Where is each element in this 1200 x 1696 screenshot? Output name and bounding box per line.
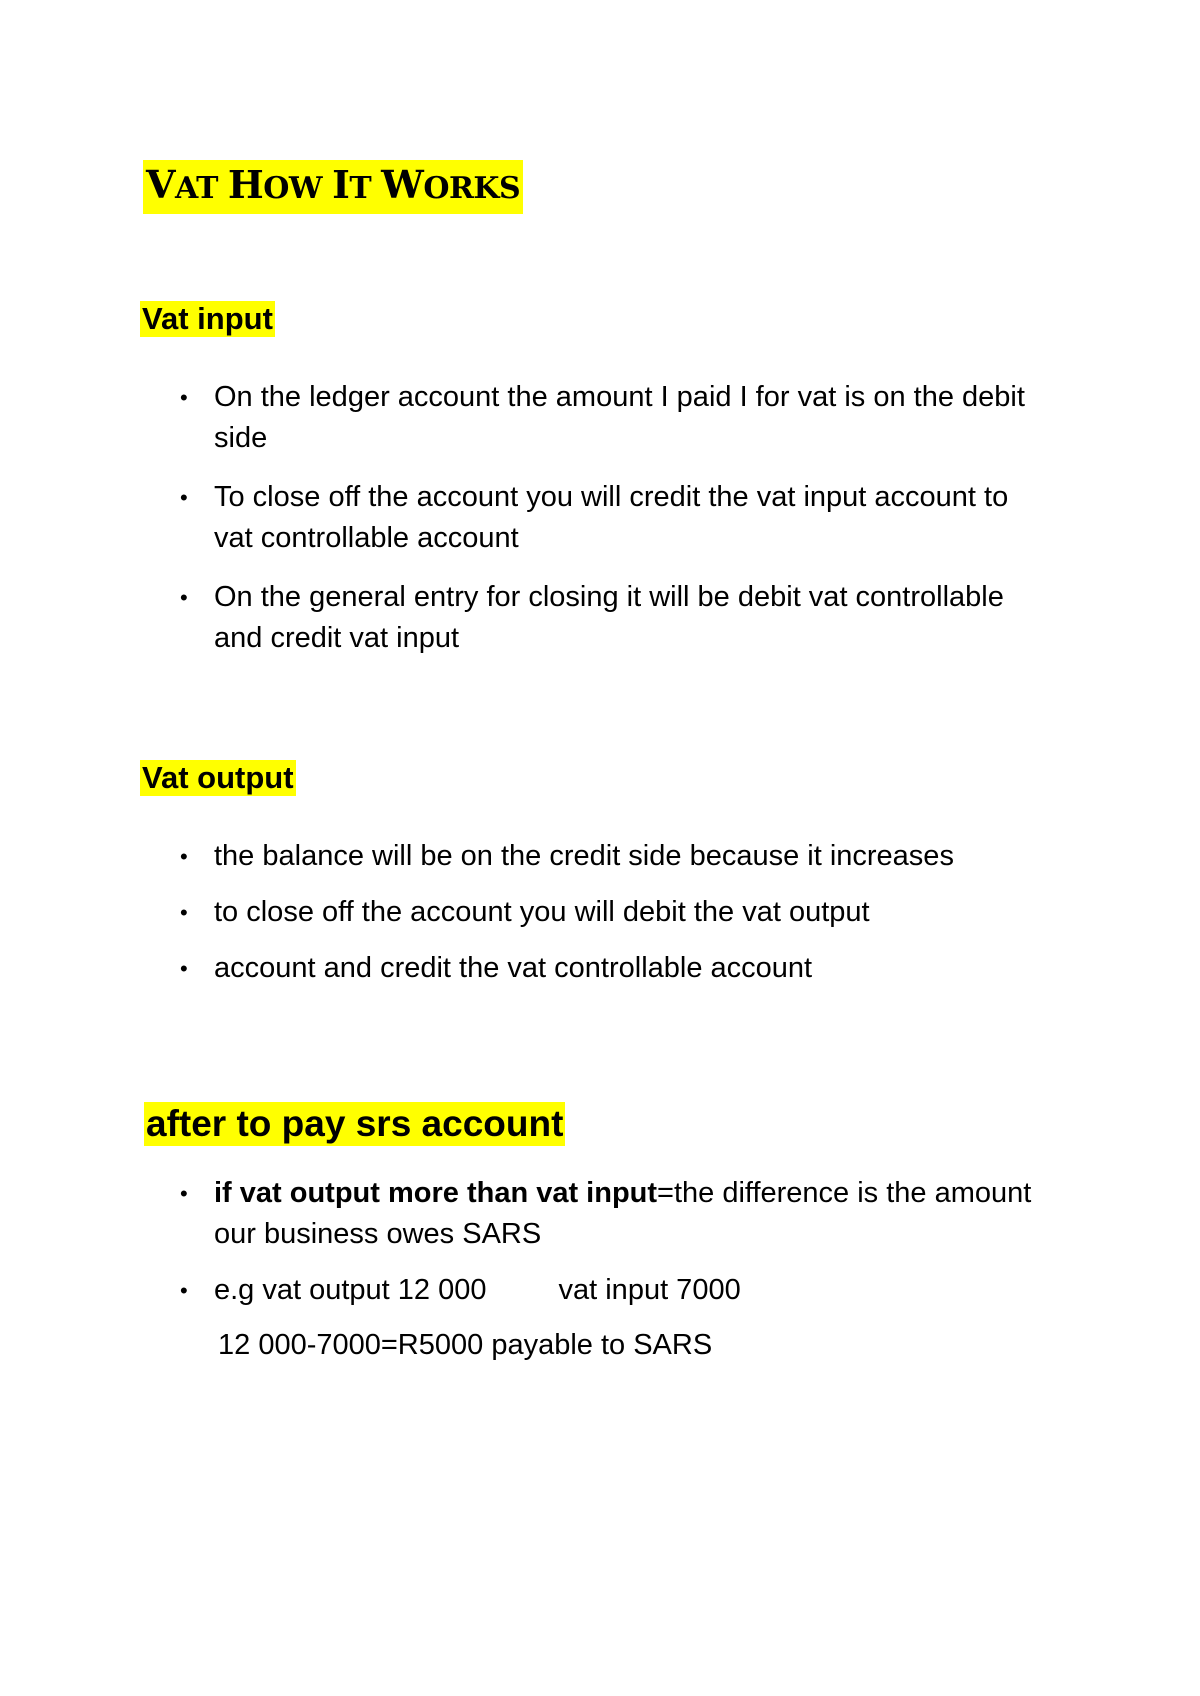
condition-bold-text: if vat output more than vat input xyxy=(214,1177,658,1209)
bullet-icon: • xyxy=(180,1278,188,1303)
vat-output-heading: Vat output xyxy=(142,760,294,795)
bullet-icon: • xyxy=(180,385,188,410)
bullet-icon: • xyxy=(180,844,188,869)
bullet-icon: • xyxy=(180,585,188,610)
sars-heading: after to pay srs account xyxy=(146,1103,564,1144)
vat-output-list xyxy=(0,836,1200,989)
bullet-icon: • xyxy=(180,900,188,925)
list-item: • if vat output more than vat input=the difference is the amount our business owes SARS xyxy=(0,1173,1200,1255)
vat-input-list xyxy=(0,377,1200,659)
bullet-icon: • xyxy=(180,485,188,510)
list-item: • account and credit the vat controllable account xyxy=(0,948,1200,989)
list-item: • On the general entry for closing it will be debit vat controllable and credit vat input xyxy=(0,577,1200,659)
bullet-icon: • xyxy=(180,1181,188,1206)
document-title: VAT HOW IT WORKS xyxy=(143,160,523,214)
list-item: • to close off the account you will debit the vat output xyxy=(0,892,1200,933)
list-item: • the balance will be on the credit side because it increases xyxy=(0,836,1200,877)
list-item: • To close off the account you will credit the vat input account to vat controllable account xyxy=(0,477,1200,559)
vat-input-heading: Vat input xyxy=(142,301,273,336)
list-item: • e.g vat output 12 000 vat input 7000 xyxy=(0,1270,1200,1311)
sars-list xyxy=(0,1173,1200,1311)
list-item: • On the ledger account the amount I paid I for vat is on the debit side xyxy=(0,377,1200,459)
calculation-line: 12 000-7000=R5000 payable to SARS xyxy=(218,1329,713,1361)
bullet-icon: • xyxy=(180,956,188,981)
